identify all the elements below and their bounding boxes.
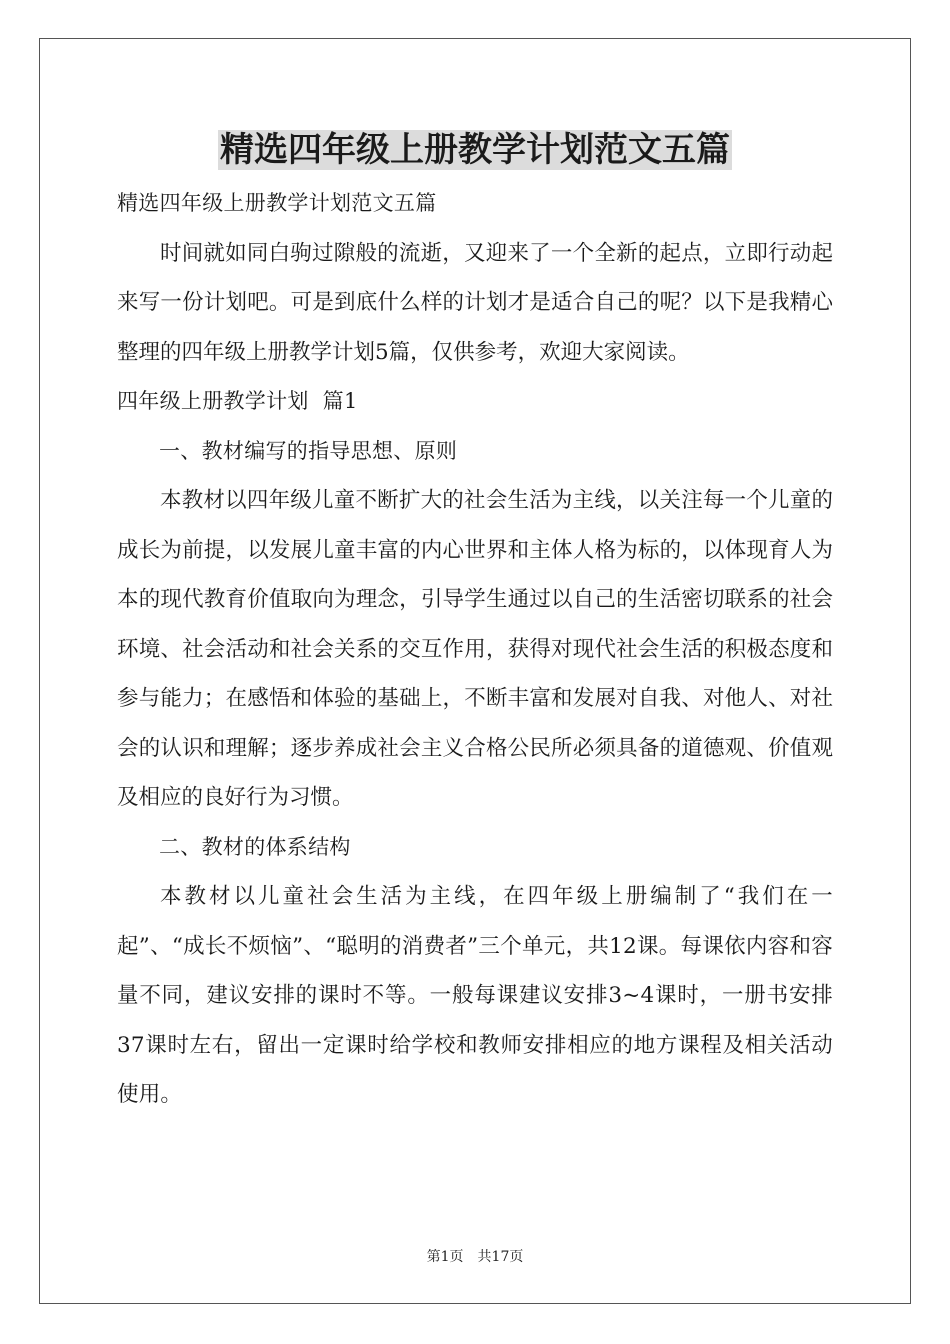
document-title-text: 精选四年级上册教学计划范文五篇 — [220, 130, 730, 170]
heading-guiding-principles: 一、教材编写的指导思想、原则 — [159, 438, 458, 463]
document-subtitle: 精选四年级上册教学计划范文五篇 — [117, 191, 437, 215]
section-heading: 四年级上册教学计划 篇1 — [117, 389, 358, 413]
document-body — [117, 179, 833, 1120]
document-title — [0, 126, 950, 174]
paragraph-system-structure: 本教材以儿童社会生活为主线，在四年级上册编制了“我们在一起”、“成长不烦恼”、“聪明的消费者”三个单元，共12课。每课依内容和容量不同，建议安排的课时不等。一般每课建议安排3~4课时，一册书安排37课时左右，留出一定课时给学校和教师安排相应的地方课程及相关活动使用。 — [117, 884, 833, 1107]
page-footer — [0, 1247, 950, 1267]
paragraph-guiding-principles: 本教材以四年级儿童不断扩大的社会生活为主线，以关注每一个儿童的成长为前提，以发展儿童丰富的内心世界和主体人格为标的，以体现育人为本的现代教育价值取向为理念，引导学生通过以自己的生活密切联系的社会环境、社会活动和社会关系的交互作用，获得对现代社会生活的积极态度和参与能力；在感悟和体验的基础上，不断丰富和发展对自我、对他人、对社会的认识和理解；逐步养成社会主义合格公民所必须具备的道德观、价值观及相应的良好行为习惯。 — [117, 488, 833, 810]
heading-system-structure: 二、教材的体系结构 — [159, 834, 351, 859]
page-total: 共17页 — [477, 1249, 524, 1265]
intro-paragraph: 时间就如同白驹过隙般的流逝，又迎来了一个全新的起点，立即行动起来写一份计划吧。可是到底什么样的计划才是适合自己的呢？以下是我精心整理的四年级上册教学计划5篇，仅供参考，欢迎大家阅读。 — [117, 240, 833, 365]
page-number: 第1页 — [426, 1249, 464, 1265]
